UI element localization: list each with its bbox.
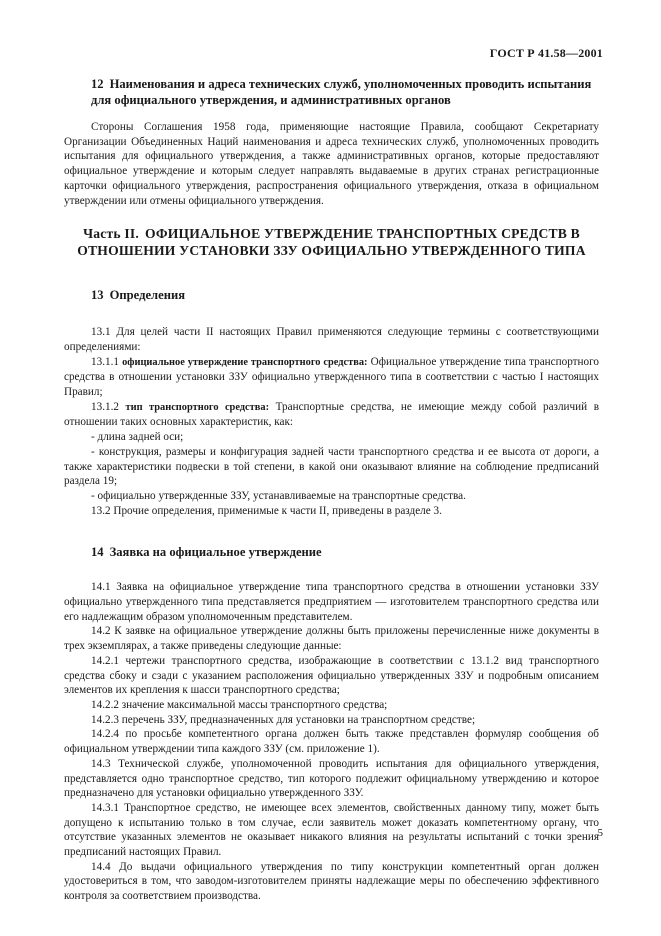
section-14-number: 14 — [91, 545, 104, 560]
paragraph-14-2-3: 14.2.3 перечень ЗЗУ, предназначенных для установки на транспортном средстве; — [91, 713, 476, 726]
part-2-heading: ОФИЦИАЛЬНОЕ УТВЕРЖДЕНИЕ ТРАНСПОРТНЫХ СРЕДСТВ В ОТНОШЕНИИ УСТАНОВКИ ЗЗУ ОФИЦИАЛЬНО УТВЕРЖДЕННОГО ТИПА — [77, 226, 586, 259]
section-13-number: 13 — [91, 288, 104, 303]
defined-term: официальное утверждение транспортного средства: — [122, 356, 368, 368]
paragraph-13-1: 13.1 Для целей части II настоящих Правил применяются следующие термины с соответствующими определениями: — [64, 326, 599, 353]
part-2-title — [64, 225, 599, 259]
definition-text: Официальное утверждение типа транспортного средства в отношении установки ЗЗУ официально утвержденного типа в соответствии с частью I настоящих Правил; — [64, 355, 600, 399]
part-2-label: Часть II. — [83, 226, 139, 242]
paragraph-14-3-1: 14.3.1 Транспортное средство, не имеющее всех элементов, свойственных данному типу, может быть допущено к испытанию только в том случае, если заявитель может доказать компетентному органу, что отсутствие указанных элементов не оказывает никакого влияния на результаты испытаний с точки зрения предписаний настоящих Правил. — [64, 801, 599, 859]
spacer — [64, 518, 599, 544]
page-number: 5 — [597, 827, 603, 839]
paragraph-14-2-4: 14.2.4 по просьбе компетентного органа должен быть также представлен формуляр сообщения об официальном утверждении типа каждого ЗЗУ (см. приложение 1). — [64, 728, 599, 756]
section-12-heading: Наименования и адреса технических служб, уполномоченных проводить испытания для официального утверждения, и административных органов — [91, 77, 592, 107]
section-12-number: 12 — [91, 77, 104, 91]
document-code: ГОСТ Р 41.58—2001 — [489, 46, 603, 60]
section-14-heading: Заявка на официальное утверждение — [109, 545, 322, 560]
paragraph-14-2: 14.2 К заявке на официальное утверждение должны быть приложены перечисленные ниже документы в трех экземплярах, а также приведены следующие данные: — [64, 625, 599, 653]
section-13-heading: Определения — [109, 288, 186, 303]
paragraph-13-2: 13.2 Прочие определения, применимые к части II, приведены в разделе 3. — [91, 504, 442, 517]
section-14 — [64, 544, 599, 903]
list-item: - длина задней оси; — [91, 431, 184, 444]
definition-text: Транспортные средства, не имеющие между собой различий в отношении таких основных характеристик, как: — [64, 400, 599, 429]
paragraph-14-2-1: 14.2.1 чертежи транспортного средства, изображающие в соответствии с 13.1.2 вид транспортного средства сбоку и сзади с указанием расположения официально утвержденных ЗЗУ и подробным описанием элементов их крепления к шасси транспортного средства; — [64, 654, 599, 697]
clause-number: 13.1.1 — [91, 355, 119, 368]
page-content — [64, 76, 599, 904]
paragraph-14-3: 14.3 Технической службе, уполномоченной проводить испытания для официального утверждения, представляется одно транспортное средство, тип которого подлежит официальному утверждению и которое предназначено для установки официально утвержденного ЗЗУ. — [64, 757, 599, 800]
section-12-body: Стороны Соглашения 1958 года, применяющие настоящие Правила, сообщают Секретариату Организации Объединенных Наций наименования и адреса технических служб, уполномоченных проводить испытания для официального утверждения, а также административных органов, которые предоставляют официальное утверждение и которым следует направлять выдаваемые в других странах регистрационные карточки официального утверждения, распространения официального утверждения, отказа в официальном утверждении или отмены официального утверждения. — [64, 121, 599, 207]
defined-term: тип транспортного средства: — [125, 401, 270, 413]
section-12 — [64, 76, 599, 208]
list-item: - официально утвержденные ЗЗУ, устанавливаемые на транспортные средства. — [91, 489, 466, 502]
section-13 — [64, 287, 599, 518]
clause-number: 13.1.2 — [91, 400, 119, 413]
paragraph-13-1-1 — [64, 355, 599, 400]
paragraph-13-1-2 — [64, 400, 599, 430]
paragraph-14-2-2: 14.2.2 значение максимальной массы транспортного средства; — [91, 698, 388, 711]
paragraph-14-1: 14.1 Заявка на официальное утверждение типа транспортного средства в отношении установки ЗЗУ официально утвержденного типа представляется предприятием — изготовителем транспортного средства или его надлежащим образом уполномоченным представителем. — [64, 581, 599, 623]
paragraph-14-4: 14.4 До выдачи официального утверждения по типу конструкции компетентный орган должен удостовериться в том, что заводом-изготовителем приняты надлежащие меры по обеспечению эффективного контроля за соответствием производства. — [64, 860, 599, 903]
section-12-title — [64, 76, 599, 108]
section-14-title — [64, 544, 599, 560]
list-item: - конструкция, размеры и конфигурация задней части транспортного средства и ее высота от дороги, а также характеристики подвески в той степени, в какой они оказывают влияние на соблюдение предписаний раздела 19; — [64, 445, 599, 488]
section-13-title — [64, 287, 599, 303]
